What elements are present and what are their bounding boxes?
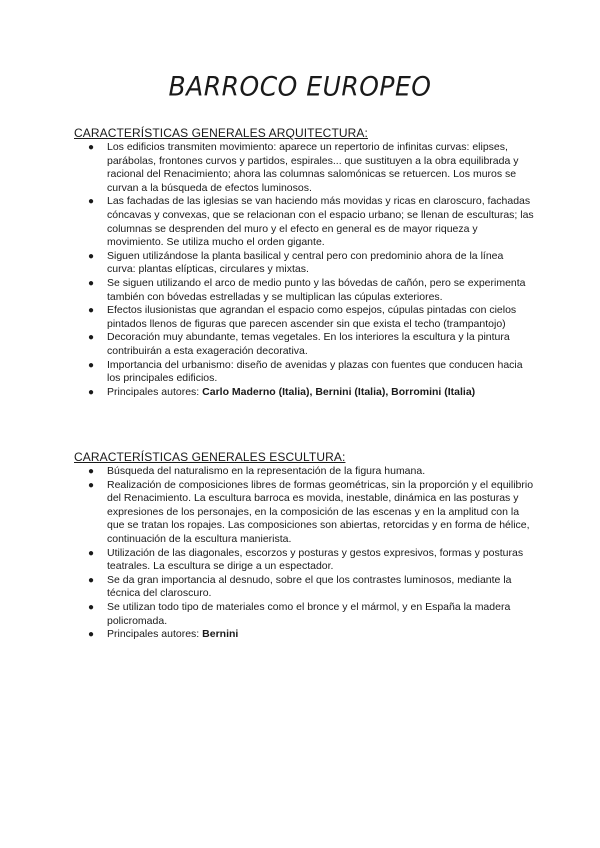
list-item [74,574,534,601]
list-item [74,195,534,249]
architecture-heading: CARACTERÍSTICAS GENERALES ARQUITECTURA: [74,126,368,140]
list-item-text: Se siguen utilizando el arco de medio punto y las bóvedas de cañón, pero se experimenta también con bóvedas estrelladas y se multiplican las cúpulas exteriores. [107,276,526,303]
bullet-icon: ● [88,547,95,559]
sculpture-section [74,450,534,642]
sculpture-heading: CARACTERÍSTICAS GENERALES ESCULTURA: [74,450,346,464]
list-item-text: Se da gran importancia al desnudo, sobre el que los contrastes luminosos, mediante la técnica del claroscuro. [107,573,512,600]
bullet-icon: ● [88,305,95,317]
authors-value: Carlo Maderno (Italia), Bernini (Italia), Borromini (Italia) [202,385,476,398]
list-item [74,331,534,358]
architecture-section [74,126,534,399]
bullet-icon: ● [88,196,95,208]
list-item-text: Decoración muy abundante, temas vegetales. En los interiores la escultura y la pintura contribuirán a esta exageración decorativa. [107,331,510,357]
list-item [74,479,534,547]
list-item-text: Importancia del urbanismo: diseño de avenidas y plazas con fuentes que conducen hacia los principales edificios. [107,358,523,385]
bullet-icon: ● [88,250,95,262]
list-item [74,250,534,277]
bullet-icon: ● [88,277,95,289]
list-item-authors [74,386,534,400]
bullet-icon: ● [88,574,95,586]
list-item [74,465,534,479]
bullet-icon: ● [88,479,95,491]
list-item [74,601,534,628]
list-item-text: Se utilizan todo tipo de materiales como el bronce y el mármol, y en España la madera policromada. [107,600,511,627]
authors-label: Principales autores: [107,628,203,641]
list-item [74,359,534,386]
list-item-text: Efectos ilusionistas que agrandan el espacio como espejos, cúpulas pintadas con cielos pintados llenos de figuras que parecen ascender sin que exista el techo (trampantojo) [107,304,517,330]
list-item-text: Las fachadas de las iglesias se van haciendo más movidas y ricas en claroscuro, fachadas cóncavas y convexas, que se relacionan con el espacio urbano; se llenan de esculturas; las columnas se desprenden del muro y el efecto en general es de mayor riqueza y movimiento. Se utiliza mucho el orden gigante. [107,195,534,249]
list-item [74,547,534,574]
page-title: BARROCO EUROPEO [168,71,432,102]
list-item-text: Los edificios transmiten movimiento: aparece un repertorio de infinitas curvas: elipses, parábolas, frontones curvos y partidos, espirales... que sustituyen a la obra equilibrada y racional del Renacimiento; ahora las columnas salomónicas se retuercen. Los muros se curvan a la búsqueda de efectos luminosos. [107,141,519,194]
bullet-icon: ● [88,359,95,371]
authors-value: Bernini [202,628,239,641]
list-item [74,141,534,195]
bullet-icon: ● [88,142,95,153]
list-item [74,304,534,331]
architecture-list [74,141,534,399]
list-item-text: Realización de composiciones libres de formas geométricas, sin la proporción y el equilibrio del Renacimiento. La escultura barroca es movida, inestable, dinámica en las posturas y expresiones de los personajes, en la composición de las escenas y en la amplitud con la que se tratan los ropajes. Las composiciones son abiertas, retorcidas y en forma de hélice, continuación de la escultura manierista. [107,478,534,545]
bullet-icon: ● [88,386,95,398]
bullet-icon: ● [88,332,95,344]
list-item-text: Búsqueda del naturalismo en la representación de la figura humana. [107,465,426,477]
authors-label: Principales autores: [107,385,203,398]
bullet-icon: ● [88,466,95,477]
list-item-authors [74,628,534,642]
sculpture-list [74,465,534,642]
bullet-icon: ● [88,601,95,613]
list-item-text: Siguen utilizándose la planta basilical y central pero con predominio ahora de la línea curva: plantas elípticas, circulares y mixtas. [107,249,504,276]
list-item-text: Utilización de las diagonales, escorzos y posturas y gestos expresivos, formas y posturas teatrales. La escultura se dirige a un espectador. [107,546,524,573]
list-item [74,277,534,304]
bullet-icon: ● [88,629,95,641]
